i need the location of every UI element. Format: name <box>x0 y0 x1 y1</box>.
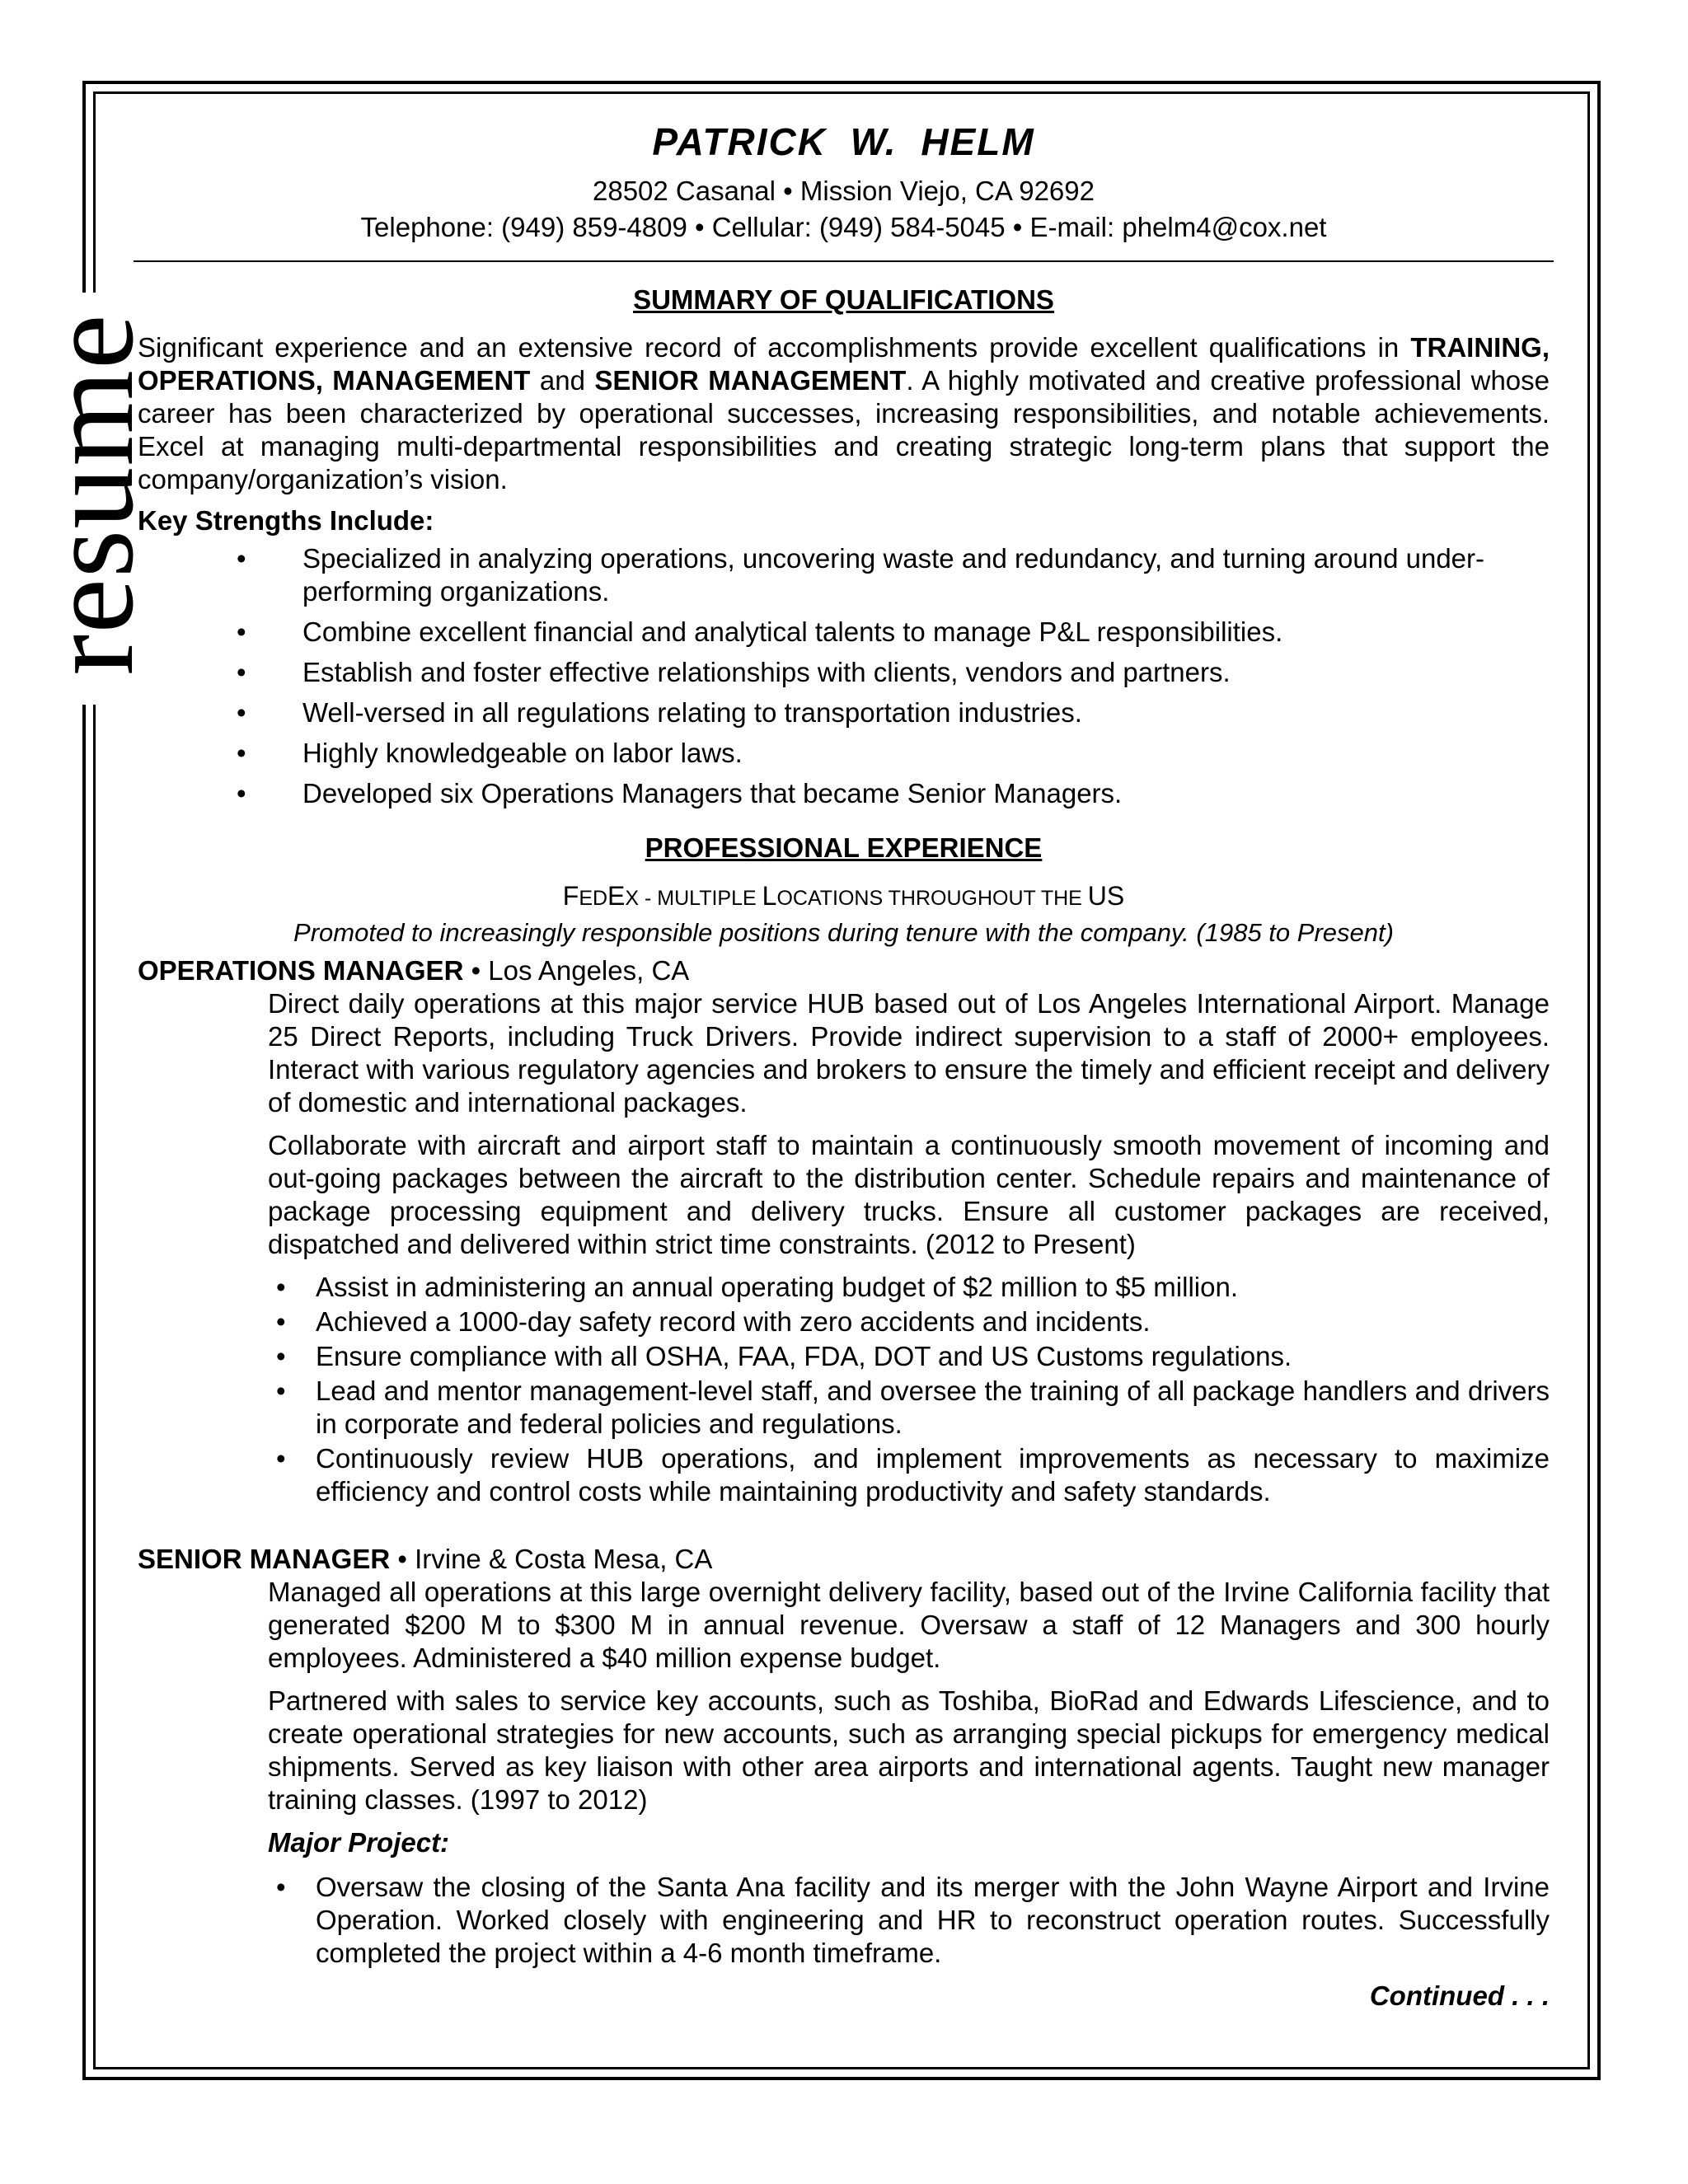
achievement-list <box>268 1271 1550 1508</box>
strength-text: Establish and foster effective relationships with clients, vendors and partners. <box>302 657 1231 687</box>
achievement-text: Achieved a 1000-day safety record with zero accidents and incidents. <box>316 1306 1151 1337</box>
contact-line: Telephone: (949) 859-4809 • Cellular: (949) 584-5045 • E-mail: phelm4@cox.net <box>360 212 1327 242</box>
achievement-text: Lead and mentor management-level staff, and oversee the training of all package handlers and drivers in corporate and federal policies and regulations. <box>316 1376 1550 1439</box>
company-line <box>138 879 1550 915</box>
list-item <box>138 737 1550 770</box>
company-part: L <box>762 881 777 911</box>
company-part: X - M <box>625 887 675 910</box>
bullet-icon: • <box>276 1376 286 1406</box>
bullet-icon: • <box>276 1872 286 1902</box>
key-strengths-list <box>138 542 1550 810</box>
experience-heading: PROFESSIONAL EXPERIENCE <box>645 832 1043 863</box>
spacer <box>138 1510 1550 1538</box>
list-item <box>138 777 1550 810</box>
role-description <box>268 987 1550 1261</box>
company-part: ED <box>579 887 608 910</box>
summary-bold-2: SENIOR MANAGEMENT <box>594 365 907 396</box>
project-list <box>268 1871 1550 1970</box>
summary-text-1: Significant experience and an extensive record of accomplishments provide excellent qualifications in <box>138 332 1411 363</box>
strength-text: Specialized in analyzing operations, uncovering waste and redundancy, and turning around under-performing organizations. <box>302 543 1485 607</box>
summary-bold-1: TRAINING, OPERATIONS, MANAGEMENT <box>138 332 1550 396</box>
side-label: resume <box>22 313 159 676</box>
role-header <box>138 1543 1550 1576</box>
address-line: 28502 Casanal • Mission Viejo, CA 92692 <box>592 176 1095 206</box>
bullet-icon: • <box>276 1272 286 1302</box>
bullet-icon: • <box>237 543 246 574</box>
strength-text: Well-versed in all regulations relating to transportation industries. <box>302 697 1082 728</box>
header-divider <box>134 260 1554 262</box>
achievement-text: Ensure compliance with all OSHA, FAA, FDA, DOT and US Customs regulations. <box>316 1341 1292 1371</box>
achievement-text: Continuously review HUB operations, and implement improvements as necessary to maximize efficiency and control costs while maintaining productivity and safety standards. <box>316 1443 1550 1507</box>
resume-content <box>138 115 1550 2013</box>
bullet-icon: • <box>276 1443 286 1474</box>
summary-heading: SUMMARY OF QUALIFICATIONS <box>633 284 1054 315</box>
role-paragraph: Managed all operations at this large overnight delivery facility, based out of the Irvine California facility that generated $200 M to $300 M in annual revenue. Oversaw a staff of 12 Managers and 300 hourly employees. Administered a $40 million expense budget. <box>268 1577 1550 1673</box>
list-item <box>268 1375 1550 1441</box>
list-item <box>268 1305 1550 1338</box>
company-part: ULTIPLE <box>674 887 762 910</box>
role-paragraph: Collaborate with aircraft and airport staff to maintain a continuously smooth movement of incoming and out-going packages between the aircraft to the distribution center. Schedule repairs and maintenance of package processing equipment and delivery trucks. Ensure all customer packages are received, dispatched and delivered within strict time constraints. (2012 to Present) <box>268 1130 1550 1259</box>
continued-note: Continued . . . <box>1369 1980 1550 2011</box>
company-part: E <box>607 881 626 911</box>
list-item <box>268 1442 1550 1508</box>
strength-text: Developed six Operations Managers that became Senior Managers. <box>302 778 1123 808</box>
role-location: • Irvine & Costa Mesa, CA <box>390 1544 713 1574</box>
role-location: • Los Angeles, CA <box>463 955 690 986</box>
company-part: F <box>562 881 579 911</box>
role-title: SENIOR MANAGER <box>138 1544 391 1574</box>
list-item <box>268 1271 1550 1304</box>
role-paragraph: Direct daily operations at this major service HUB based out of Los Angeles International Airport. Manage 25 Direct Reports, including Truck Drivers. Provide indirect supervision to a staff of 2000+ employees. Interact with various regulatory agencies and brokers to ensure the timely and efficient receipt and delivery of domestic and international packages. <box>268 988 1550 1118</box>
role-senior-manager <box>138 1543 1550 1970</box>
role-header <box>138 954 1550 987</box>
list-item <box>268 1871 1550 1970</box>
bullet-icon: • <box>237 738 246 768</box>
role-description <box>268 1576 1550 1859</box>
bullet-icon: • <box>237 697 246 728</box>
company-part: US <box>1087 881 1125 911</box>
list-item <box>268 1340 1550 1373</box>
list-item <box>138 616 1550 649</box>
bullet-icon: • <box>237 616 246 647</box>
bullet-icon: • <box>237 657 246 687</box>
achievement-text: Assist in administering an annual operating budget of $2 million to $5 million. <box>316 1272 1238 1302</box>
key-strengths-heading: Key Strengths Include: <box>138 505 434 536</box>
role-paragraph: Partnered with sales to service key accounts, such as Toshiba, BioRad and Edwards Lifescience, and to create operational strategies for new accounts, such as arranging special pickups for emergency medical shipments. Served as key liaison with other area airports and international agents. Taught new manager training classes. (1997 to 2012) <box>268 1685 1550 1815</box>
project-text: Oversaw the closing of the Santa Ana facility and its merger with the John Wayne Airport and Irvine Operation. Worked closely with engineering and HR to reconstruct operation routes. Successfully completed the project within a 4-6 month timeframe. <box>316 1872 1550 1968</box>
company-part: OCATIONS THROUGHOUT THE <box>776 887 1088 910</box>
list-item <box>138 656 1550 689</box>
summary-text-3: . A highly motivated and creative professional whose career has been characterized by operational successes, increasing responsibilities, and notable achievements. Excel at managing multi-departmental responsibilities and creating strategic long-term plans that support the company/organization’s vision. <box>138 365 1550 494</box>
summary-text-2: and <box>530 365 595 396</box>
summary-paragraph <box>138 331 1550 496</box>
list-item <box>138 696 1550 729</box>
role-title: OPERATIONS MANAGER <box>138 955 464 986</box>
strength-text: Combine excellent financial and analytical talents to manage P&L responsibilities. <box>302 616 1283 647</box>
candidate-name: PATRICK W. HELM <box>652 120 1035 163</box>
strength-text: Highly knowledgeable on labor laws. <box>302 738 743 768</box>
bullet-icon: • <box>276 1341 286 1371</box>
promotion-note: Promoted to increasingly responsible positions during tenure with the company. (1985 to Present) <box>293 918 1394 947</box>
bullet-icon: • <box>276 1306 286 1337</box>
major-project-label: Major Project: <box>268 1827 450 1858</box>
bullet-icon: • <box>237 778 246 808</box>
list-item <box>138 542 1550 608</box>
role-operations-manager <box>138 954 1550 1508</box>
